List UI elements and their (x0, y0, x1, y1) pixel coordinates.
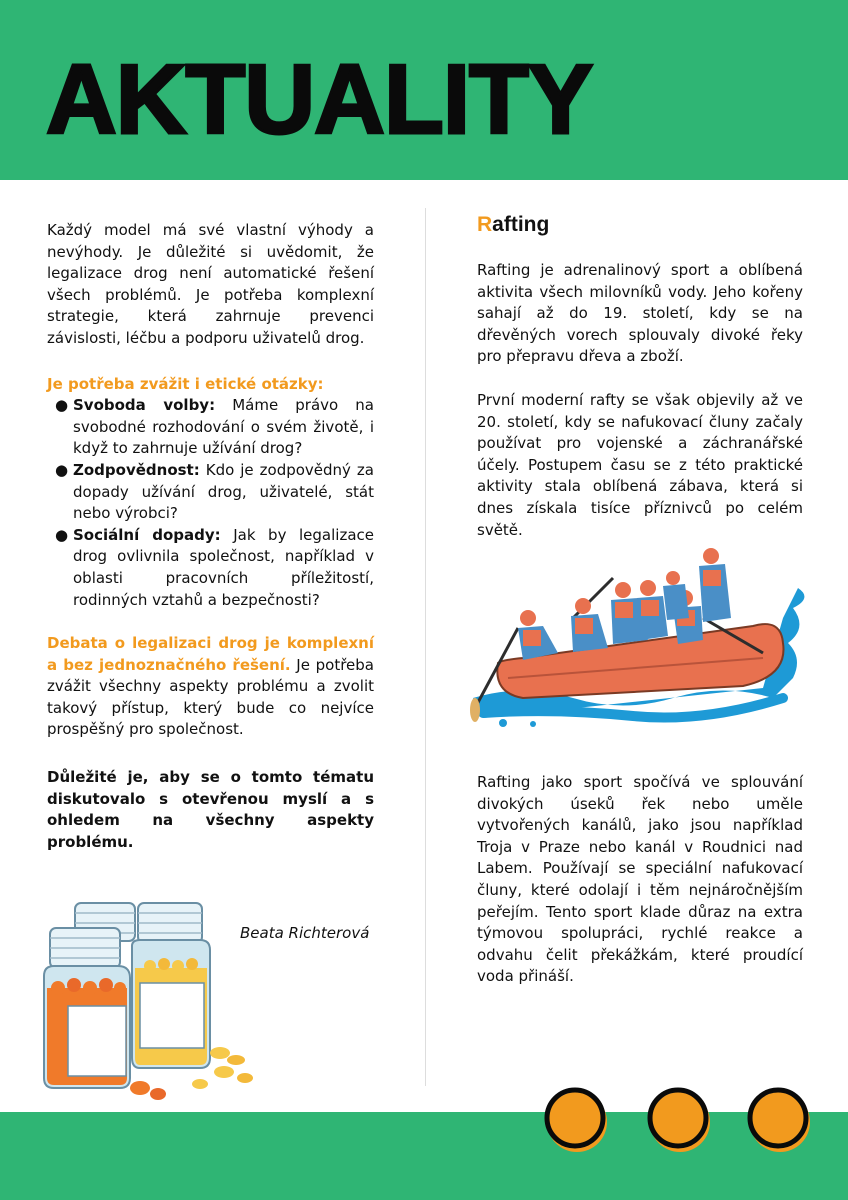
decorative-circle-icon (541, 1086, 609, 1154)
bullet-icon: ● (55, 396, 69, 415)
list-item (47, 525, 374, 611)
right-column (477, 212, 803, 541)
decorative-circle-icon (644, 1086, 712, 1154)
decorative-circle-icon (744, 1086, 812, 1154)
rafting-title-rest: afting (492, 213, 550, 236)
intro-paragraph: Každý model má své vlastní výhody a nevýhody. Je důležité si uvědomit, že legalizace drog není automatické řešení všech problémů. Je potřeba komplexní strategie, která zahrnuje prevenci závislosti, léčbu a podporu uživatelů drog. (47, 221, 374, 347)
bullet-icon: ● (55, 460, 69, 479)
list-item-term: Sociální dopady: (73, 525, 221, 544)
rafting-team-illustration (463, 548, 813, 728)
author-name: Beata Richterová (240, 924, 370, 942)
left-column (47, 220, 374, 853)
right-bottle-icon (132, 903, 210, 1068)
rafting-paragraph-2: První moderní rafty se však objevily až ve 20. století, kdy se nafukovací čluny začaly používat pro vojenské a záchranářské účely. Postupem času se z této praktické aktivity stala oblíbená zábava, která si dnes získala tisíce příznivců po celém světě. (477, 390, 803, 539)
debate-paragraph (47, 633, 374, 741)
ethics-list (47, 395, 374, 611)
footer-band (0, 1112, 848, 1200)
list-item-text: Máme právo na svobodné rozhodování o svém životě, i když to zahrnuje užívání drog? (73, 396, 375, 458)
list-item (47, 460, 374, 525)
ethics-heading: Je potřeba zvážit i etické otázky: (47, 374, 324, 393)
rafting-paragraph-3: Rafting jako sport spočívá ve splouvání divokých úseků řek nebo uměle vytvořených kanálů, jako jsou například Troja v Praze nebo kanál v Roudnici nad Labem. Používají se speciální nafukovací čluny, které odolají i těm nejnáročnějším peřejím. Tento sport klade důraz na extra týmovou spolupráci, rychlé reakce a odvahu čelit překážkám, které proudící voda přináší. (477, 773, 803, 986)
pill-bottles-illustration (40, 888, 270, 1108)
rafting-title-initial: R (477, 213, 493, 236)
list-item-term: Zodpovědnost: (73, 460, 200, 479)
rafting-paragraph-1: Rafting je adrenalinový sport a oblíbená aktivita všech milovníků vody. Jeho kořeny sahají až do 19. století, kdy se na dřevěných vorech splouvaly divoké řeky pro přepravu dřeva a zboží. (477, 261, 803, 366)
bullet-icon: ● (55, 525, 69, 544)
front-bottle-icon (44, 928, 130, 1088)
list-item (47, 395, 374, 460)
closing-paragraph: Důležité je, aby se o tomto tématu diskutovalo s otevřenou myslí a s ohledem na všechny aspekty problému. (47, 768, 374, 851)
list-item-term: Svoboda volby: (73, 396, 216, 415)
rafting-title (477, 212, 803, 238)
debate-rest: Je potřeba zvážit všechny aspekty problému a zvolit takový přístup, který bude co nejvíce prospěšný pro společnost. (47, 655, 374, 739)
list-item-text: Jak by legalizace drog ovlivnila společnost, například v oblasti pracovních příležitostí, rodinných vztahů a bezpečnosti? (73, 525, 374, 609)
list-item-text: Kdo je zodpovědný za dopady užívání drog, uživatelé, stát nebo výrobci? (73, 460, 374, 523)
column-divider (425, 208, 426, 1086)
page-title: AKTUALITY (46, 44, 593, 154)
debate-highlight: Debata o legalizaci drog je komplexní a bez jednoznačného řešení. (47, 634, 374, 674)
